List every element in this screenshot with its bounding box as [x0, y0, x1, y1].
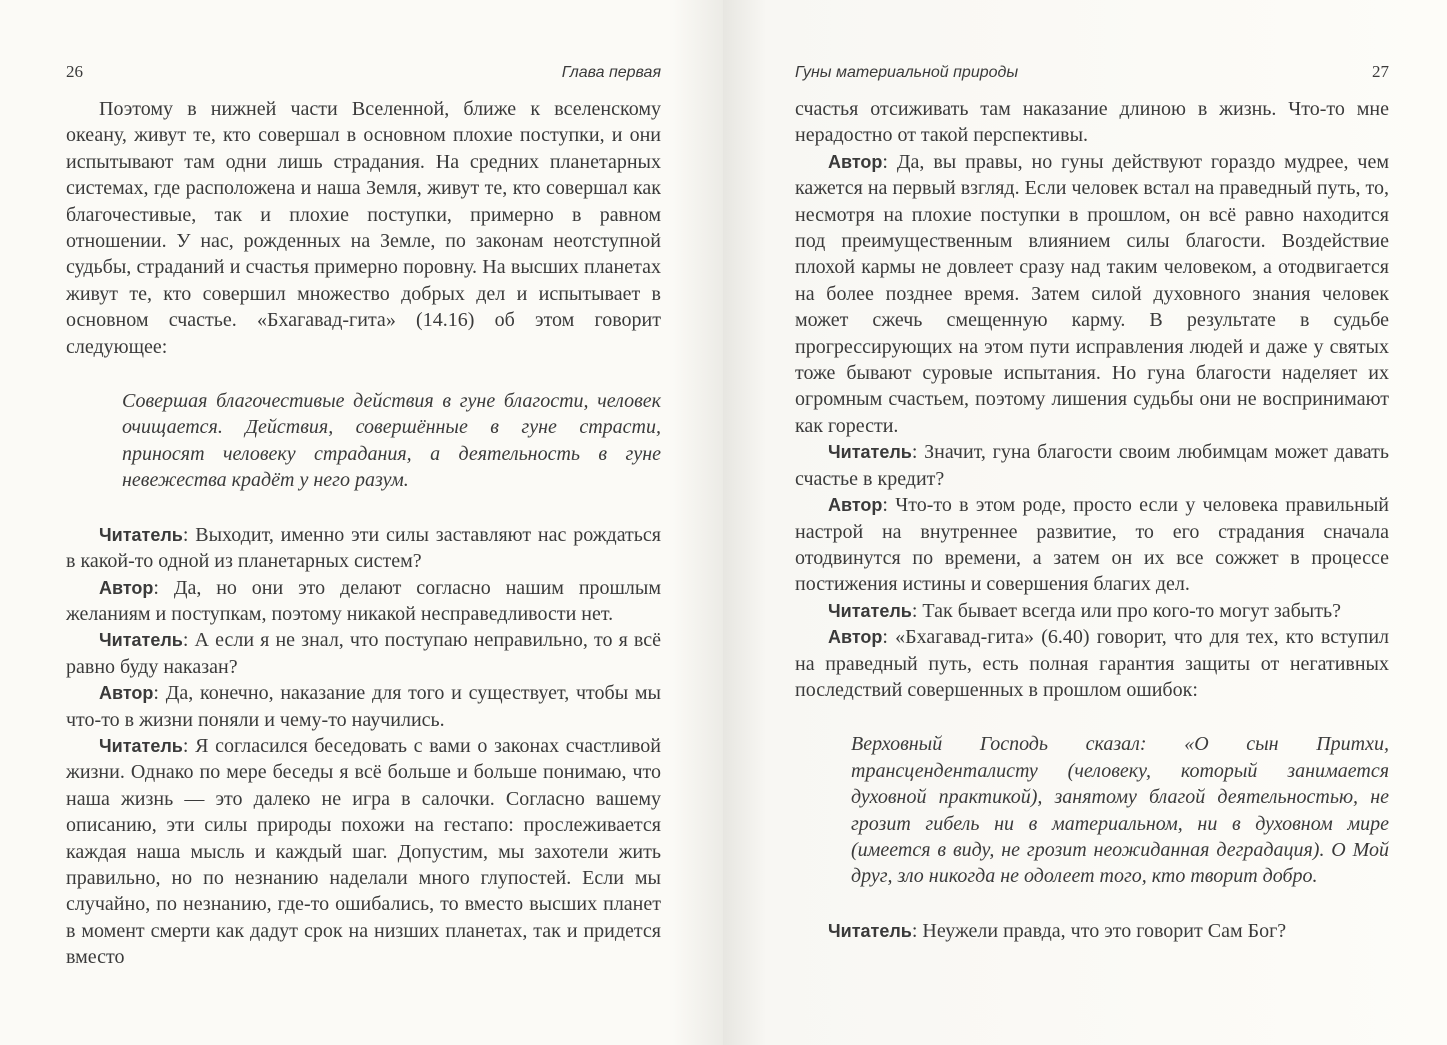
- dialogue-line: [795, 149, 1389, 439]
- speaker-label: Читатель: [99, 735, 183, 756]
- scripture-quote: Совершая благочестивые действия в гуне благости, человек очищается. Действия, совершённые в гуне страсти, приносят человеку страдания, а деятельность в гуне невежества крадёт у него разум.: [122, 390, 661, 492]
- speaker-label: Читатель: [828, 600, 912, 621]
- right-running-head: Гуны материальной природы: [795, 64, 1019, 81]
- dialogue-line: [66, 733, 661, 971]
- dialogue-text: : Да, вы правы, но гуны действуют гораздо мудрее, чем кажется на первый взгляд. Если человек встал на праведный путь, то, несмотря на плохие поступки в прошлом, он всё равно находится под преимущественным влиянием силы благости. Воздействие плохой кармы не довлеет сразу над таким человеком, а отодвигается на более позднее время. Затем силой духовного знания человек может сжечь смещенную карму. В результате в судьбе прогрессирующих на этом пути исправления людей и даже у святых тоже бывают суровые испытания. Но гуна благости наделяет их огромным счастьем, поэтому лишения судьбы они не воспринимают как горести.: [795, 150, 1389, 437]
- dialogue-line: [66, 575, 661, 628]
- speaker-label: Читатель: [828, 920, 912, 941]
- left-page-number: 26: [66, 62, 83, 81]
- dialogue-text: : Выходит, именно эти силы заставляют нас рождаться в какой-то одной из планетарных систем?: [66, 523, 661, 573]
- speaker-label: Автор: [99, 683, 154, 704]
- dialogue-text: : Что-то в этом роде, просто если у человека правильный настрой на внутреннее развитие, то его страдания сначала отодвинутся по времени, а затем он их все сожжет в процессе постижения истины и совершения благих дел.: [795, 494, 1389, 596]
- paragraph: счастья отсиживать там наказание длиною в жизнь. Что-то мне нерадостно от такой перспективы.: [795, 98, 1389, 147]
- dialogue-text: : Значит, гуна благости своим любимцам может давать счастье в кредит?: [795, 441, 1389, 490]
- dialogue-line: [795, 598, 1389, 624]
- speaker-label: Читатель: [99, 630, 183, 651]
- speaker-label: Автор: [99, 577, 154, 598]
- speaker-label: Автор: [828, 495, 883, 516]
- dialogue-line: [66, 627, 661, 680]
- dialogue-text: : Я согласился беседовать с вами о законах счастливой жизни. Однако по мере беседы я всё больше и больше понимаю, что наша жизнь — это далеко не игра в салочки. Согласно вашему описанию, эти силы природы похожи на гестапо: прослеживается каждая наша мысль и каждый шаг. Допустим, мы захотели жить правильно, но по незнанию наделали много глупостей. Если мы случайно, по незнанию, где-то ошибались, то вместо высших планет в момент смерти как дадут срок на низших планетах, так и придется вместо: [66, 734, 661, 969]
- scripture-quote: Верховный Господь сказал: «О сын Притхи, трансценденталисту (человеку, который занимается духовной практикой), занятому благой деятельностью, не грозит гибель ни в материальном, ни в духовном мире (имеется в виду, не грозит неожиданная деградация). О Мой друг, зло никогда не одолеет того, кто творит добро.: [851, 733, 1389, 888]
- dialogue-text: : Да, но они это делают согласно нашим прошлым желаниям и поступкам, поэтому никакой несправедливости нет.: [66, 576, 661, 625]
- dialogue-line: [66, 522, 661, 575]
- dialogue-line: [66, 680, 661, 733]
- dialogue-text: : Да, конечно, наказание для того и существует, чтобы мы что-то в жизни поняли и чему-то научились.: [66, 682, 661, 731]
- left-page: [0, 0, 723, 1045]
- paragraph: Поэтому в нижней части Вселенной, ближе к вселенскому океану, живут те, кто совершал в основном плохие поступки, и они испытывают там одни лишь страдания. На средних планетарных системах, где расположена и наша Земля, живут те, кто совершал как благочестивые, так и плохие поступки, примерно в равном отношении. У нас, рожденных на Земле, по законам неотступной судьбы, страданий и счастья примерно поровну. На высших планетах живут те, кто совершил множество добрых дел и испытывает в основном счастье. «Бхагавад-гита» (14.16) об этом говорит следующее:: [66, 98, 661, 358]
- dialogue-line: [795, 918, 1389, 944]
- speaker-label: Автор: [828, 627, 883, 648]
- dialogue-line: [795, 439, 1389, 492]
- left-running-head: Глава первая: [561, 64, 661, 81]
- dialogue-text: : «Бхагавад-гита» (6.40) говорит, что для тех, кто вступил на праведный путь, есть полная гарантия защиты от негативных последствий совершенных в прошлом ошибок:: [795, 626, 1389, 701]
- dialogue-text: : А если я не знал, что поступаю неправильно, то я всё равно буду наказан?: [66, 629, 661, 678]
- left-running-header: [66, 62, 661, 88]
- dialogue-line: [795, 492, 1389, 598]
- dialogue-text: : Неужели правда, что это говорит Сам Бог?: [911, 919, 1287, 942]
- dialogue-line: [795, 624, 1389, 703]
- speaker-label: Читатель: [99, 524, 183, 545]
- left-body-text: [66, 96, 661, 971]
- speaker-label: Автор: [828, 151, 883, 172]
- speaker-label: Читатель: [828, 442, 912, 463]
- dialogue-text: : Так бывает всегда или про кого-то могут забыть?: [911, 599, 1341, 622]
- right-page: [723, 0, 1447, 1045]
- right-page-number: 27: [1372, 62, 1389, 81]
- right-running-header: [795, 62, 1389, 88]
- right-body-text: [795, 96, 1389, 944]
